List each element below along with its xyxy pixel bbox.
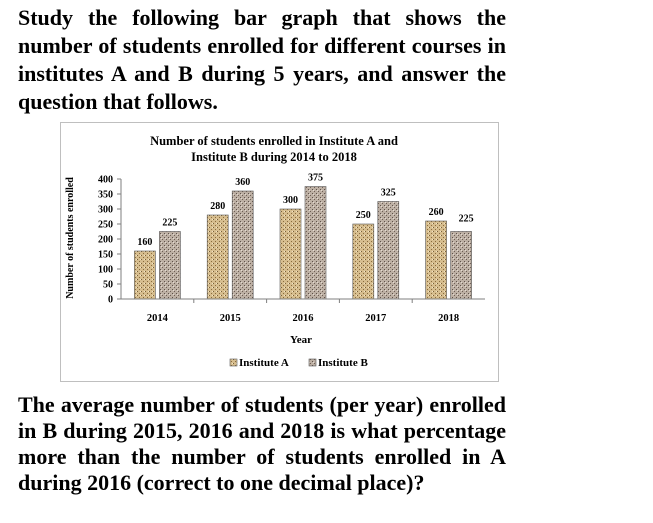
x-tick-label: 2018: [438, 313, 460, 324]
y-axis-label: Number of students enrolled: [65, 177, 76, 299]
legend-label-a: Institute A: [239, 357, 289, 369]
y-tick-label: 350: [98, 189, 113, 201]
legend-swatch-a: [230, 359, 237, 366]
intro-text: Study the following bar graph that shows the number of students enrolled for different courses in institutes A and B during 5 years, and answer the question that follows.: [18, 5, 506, 114]
y-tick-label: 300: [98, 204, 113, 216]
bar-institute-b-2018: [451, 232, 472, 300]
chart-title-line1: Number of students enrolled in Institute A and: [150, 134, 398, 148]
y-tick-label: 400: [98, 174, 113, 186]
bar-institute-a-2017: [353, 224, 374, 299]
x-tick-label: 2014: [146, 313, 168, 324]
data-label-institute-a-2016: 300: [283, 195, 298, 206]
bar-institute-a-2015: [207, 215, 228, 299]
data-label-institute-a-2017: 250: [355, 210, 371, 221]
data-label-institute-b-2014: 225: [162, 217, 178, 229]
legend: [230, 357, 368, 369]
legend-label-b: Institute B: [318, 357, 368, 369]
bar-institute-a-2014: [134, 251, 155, 299]
data-label-institute-a-2014: 160: [137, 237, 153, 248]
data-label-institute-b-2015: 360: [235, 177, 251, 188]
y-tick-label: 250: [98, 219, 113, 231]
bar-institute-b-2014: [159, 232, 180, 300]
bar-institute-b-2016: [305, 187, 326, 300]
legend-swatch-b: [309, 359, 316, 366]
y-tick-label: 100: [98, 264, 113, 276]
bar-institute-b-2015: [232, 191, 253, 299]
y-axis: [98, 175, 121, 306]
bar-institute-b-2017: [378, 202, 399, 300]
x-tick-label: 2015: [219, 313, 241, 324]
x-tick-label: 2017: [365, 313, 387, 324]
data-label-institute-a-2018: 260: [428, 207, 444, 218]
x-axis-label: Year: [290, 334, 312, 346]
bar-chart: [61, 123, 498, 381]
bar-institute-a-2016: [280, 209, 301, 299]
chart-frame: [60, 122, 499, 382]
y-tick-label: 0: [108, 294, 113, 306]
x-tick-label: 2016: [292, 313, 314, 324]
bar-institute-a-2018: [426, 221, 447, 299]
bars-group: [134, 173, 473, 300]
data-label-institute-b-2017: 325: [380, 187, 396, 199]
data-label-institute-a-2015: 280: [210, 201, 226, 212]
y-tick-label: 50: [103, 279, 113, 291]
question-text: The average number of students (per year) enrolled in B during 2015, 2016 and 2018 is what percentage more than the number of students enrolled in A during 2016 (correct to one decimal place)?: [18, 392, 506, 495]
data-label-institute-b-2018: 225: [458, 213, 474, 225]
y-tick-label: 200: [98, 234, 113, 246]
x-axis: [121, 299, 485, 324]
data-label-institute-b-2016: 375: [308, 172, 323, 184]
chart-title-line2: Institute B during 2014 to 2018: [191, 150, 357, 164]
y-tick-label: 150: [98, 249, 113, 261]
